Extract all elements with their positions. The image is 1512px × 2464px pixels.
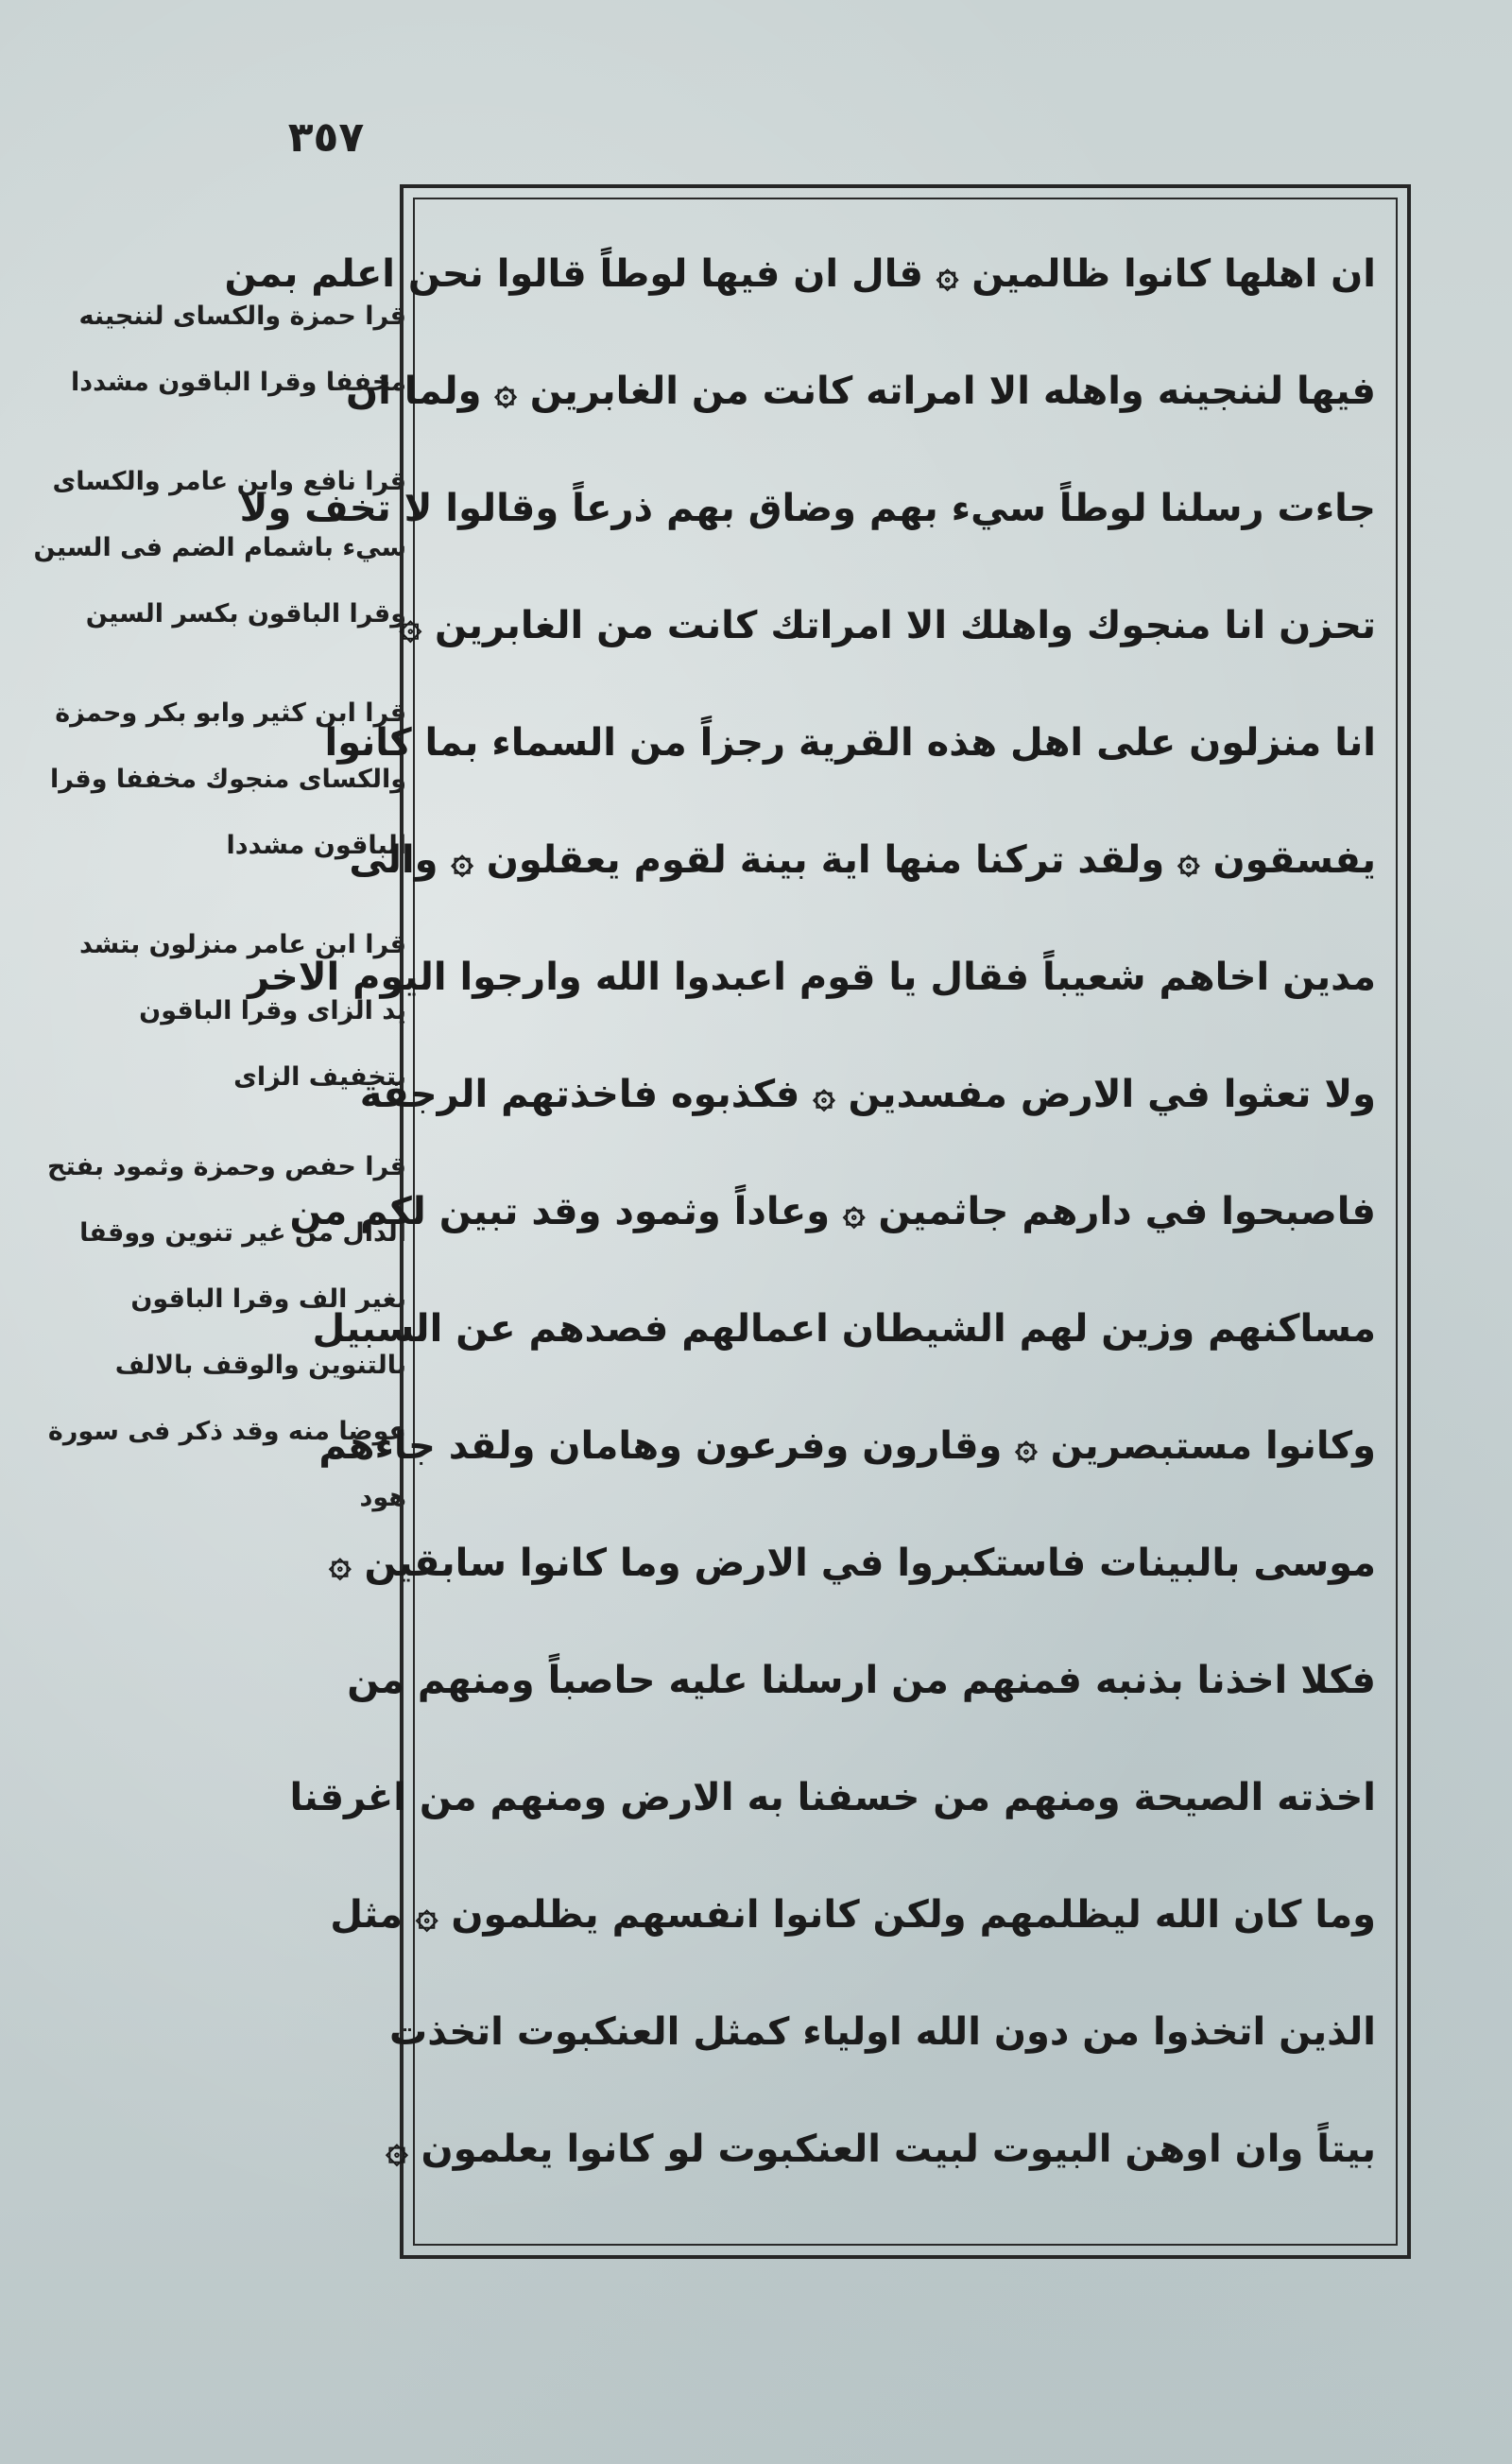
text-line: يفسقون ۞ ولقد تركنا منها اية بينة لقوم يعقلون ۞ والى <box>349 838 1376 882</box>
text-line: مدين اخاهم شعيباً فقال يا قوم اعبدوا الله وارجوا اليوم الاخر <box>248 956 1376 999</box>
margin-note-line: الدال من غير تنوين ووقفا <box>79 1218 406 1248</box>
text-line: موسى بالبينات فاستكبروا في الارض وما كانوا سابقين ۞ <box>329 1542 1376 1585</box>
text-line: اخذته الصيحة ومنهم من خسفنا به الارض ومنهم من اغرقنا <box>289 1776 1376 1819</box>
text-line: فاصبحوا في دارهم جاثمين ۞ وعاداً وثمود وقد تبين لكم من <box>289 1190 1376 1233</box>
page-number: ٣٥٧ <box>287 113 365 162</box>
text-line: فكلا اخذنا بذنبه فمنهم من ارسلنا عليه حاصباً ومنهم من <box>347 1659 1376 1702</box>
text-line: تحزن انا منجوك واهلك الا امراتك كانت من الغابرين ۞ <box>399 604 1376 647</box>
margin-note-line: الباقون مشددا <box>226 831 406 860</box>
margin-note-line: قرا ابن كثير وابو بكر وحمزة <box>55 698 406 728</box>
margin-note-line: مخففا وقرا الباقون مشددا <box>71 368 406 397</box>
text-line: وكانوا مستبصرين ۞ وقارون وفرعون وهامان ولقد جاءهم <box>318 1424 1376 1468</box>
margin-note-line: بتخفيف الزای <box>233 1062 406 1092</box>
text-line: مساكنهم وزين لهم الشيطان اعمالهم فصدهم عن السبيل <box>312 1307 1376 1351</box>
margin-note-line: سيء باشمام الضم فی السين <box>33 533 406 562</box>
margin-note-line: بغير الف وقرا الباقون <box>130 1284 406 1314</box>
text-line: ان اهلها كانوا ظالمين ۞ قال ان فيها لوطاً قالوا نحن اعلم بمن <box>224 252 1376 296</box>
text-line: الذين اتخذوا من دون الله اولياء كمثل العنكبوت اتخذت <box>389 2010 1376 2054</box>
text-line: فيها لننجينه واهله الا امراته كانت من الغابرين ۞ ولما ان <box>345 370 1376 413</box>
text-line: جاءت رسلنا لوطاً سيء بهم وضاق بهم ذرعاً وقالوا لا تخف ولا <box>239 487 1376 530</box>
margin-note-line: قرا حمزة والكسای لننجينه <box>78 302 406 331</box>
margin-note-line: عوضا منه وقد ذكر فی سورة <box>47 1417 406 1446</box>
text-line: بيتاً وان اوهن البيوت لبيت العنكبوت لو كانوا يعلمون ۞ <box>386 2128 1376 2171</box>
margin-note-line: والكسای منجوك مخففا وقرا <box>50 765 406 794</box>
margin-note-line: بالتنوين والوقف بالالف <box>114 1351 406 1380</box>
margin-note-line: قرا ابن عامر منزلون بتشد <box>79 930 406 959</box>
margin-note-line: يد الزای وقرا الباقون <box>139 996 406 1025</box>
margin-note-line: هود <box>359 1483 406 1512</box>
margin-note-line: قرا نافع وابن عامر والكسای <box>52 467 406 496</box>
text-line: وما كان الله ليظلمهم ولكن كانوا انفسهم يظلمون ۞ مثل <box>330 1893 1376 1937</box>
text-line: انا منزلون على اهل هذه القرية رجزاً من السماء بما كانوا <box>324 721 1376 765</box>
margin-note-line: قرا حفص وحمزة وثمود بفتح <box>47 1152 406 1181</box>
margin-note-line: وقرا الباقون بكسر السين <box>85 599 406 629</box>
text-line: ولا تعثوا في الارض مفسدين ۞ فكذبوه فاخذتهم الرجفة <box>359 1073 1376 1116</box>
